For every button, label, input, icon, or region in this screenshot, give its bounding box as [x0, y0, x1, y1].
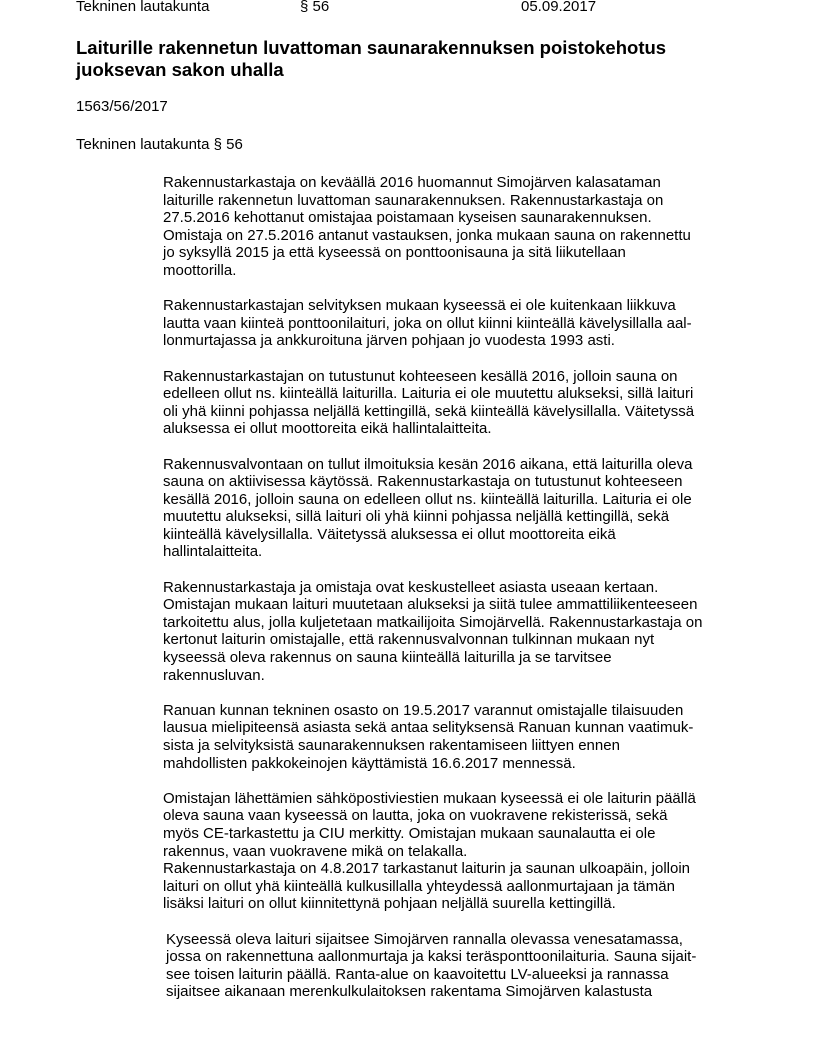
- section-subheading: Tekninen lautakunta § 56: [76, 136, 243, 153]
- header-section: § 56: [300, 0, 330, 15]
- paragraph-9: Kyseessä oleva laituri sijaitsee Simojärven rannalla olevassa venesatamassa, jossa on rakennettuna aallonmurtaja ja kaksi teräsponttoonilaituria. Sauna sijait- see toisen laiturin päällä. Ranta-alue on kaavoitettu LV-alueeksi ja rannassa sijaitsee aikanaan merenkulkulaitoksen rakentama Simojärven kalastusta: [166, 930, 697, 1001]
- header-date: 05.09.2017: [521, 0, 597, 15]
- document-number: 1563/56/2017: [76, 98, 168, 115]
- paragraph-7: Omistajan lähettämien sähköpostiviestien mukaan kyseessä ei ole laiturin päällä oleva sauna vaan kyseessä on lautta, joka on vuokravene rekisterissä, sekä myös CE-tarkastettu ja CIU merkitty. Omistajan mukaan saunalautta ei ole rakennus, vaan vuokravene mikä on telakalla.: [163, 789, 696, 860]
- page-header: [0, 0, 816, 18]
- paragraph-1: Rakennustarkastaja on keväällä 2016 huomannut Simojärven kalasataman laiturille rakennetun luvattoman saunarakennuksen. Rakennustarkastaja on 27.5.2016 kehottanut omistajaa poistamaan kyseisen saunarakennuksen. Omistaja on 27.5.2016 antanut vastauksen, jonka mukaan sauna on rakennettu jo syksyllä 2015 ja että kyseessä on ponttoonisauna ja sitä liikutellaan moottorilla.: [163, 174, 691, 279]
- document-title-text: Laiturille rakennetun luvattoman saunarakennuksen poistokehotus juoksevan sakon uhalla: [76, 37, 667, 80]
- paragraph-8: Rakennustarkastaja on 4.8.2017 tarkastanut laiturin ja saunan ulkoapäin, jolloin laituri on ollut yhä kiinteällä kulkusillalla yhteydessä aallonmurtajaan ja tämän lisäksi laituri on ollut kiinnitettynä pohjaan neljällä suurella kettingillä.: [163, 860, 691, 913]
- paragraph-5: Rakennustarkastaja ja omistaja ovat keskustelleet asiasta useaan kertaan. Omistajan mukaan laituri muutetaan alukseksi ja siitä tulee ammattiliikenteeseen tarkoitettu alus, jolla kuljetetaan matkailijoita Simojärvellä. Rakennustarkastaja on kertonut laiturin omistajalle, että rakennusvalvonnan tulkinnan mukaan nyt kyseessä oleva rakennus on sauna kiinteällä laiturilla ja se tarvitsee rakennusluvan.: [163, 578, 703, 684]
- paragraph-6: Ranuan kunnan tekninen osasto on 19.5.2017 varannut omistajalle tilaisuuden lausua mielipiteensä asiasta sekä antaa selityksensä Ranuan kunnan vaatimuk- sista ja selvityksistä saunarakennuksen rakentamiseen liittyen ennen mahdollisten pakkokeinojen käyttämistä 16.6.2017 mennessä.: [163, 701, 694, 772]
- document-title: [76, 37, 716, 81]
- paragraph-3: Rakennustarkastajan on tutustunut kohteeseen kesällä 2016, jolloin sauna on edelleen ollut ns. kiinteällä laiturilla. Laituria ei ole muutettu alukseksi, sillä laituri oli yhä kiinni pohjassa neljällä kettingillä, sekä kiinteällä kävelysillalla. Väitetyssä aluksessa ei ollut moottoreita eikä hallintalaitteita.: [163, 367, 695, 438]
- paragraph-2: Rakennustarkastajan selvityksen mukaan kyseessä ei ole kuitenkaan liikkuva lautta vaan kiinteä ponttoonilaituri, joka on ollut kiinni kiinteällä kävelysillalla aal- lonmurtajassa ja ankkuroituna järven pohjaan jo vuodesta 1993 asti.: [163, 297, 692, 350]
- header-organization: Tekninen lautakunta: [76, 0, 210, 15]
- paragraph-4: Rakennusvalvontaan on tullut ilmoituksia kesän 2016 aikana, että laiturilla oleva sauna on aktiivisessa käytössä. Rakennustarkastaja on tutustunut kohteeseen kesällä 2016, jolloin sauna on edelleen ollut ns. kiinteällä laiturilla. Laituria ei ole muutettu alukseksi, sillä laituri oli yhä kiinni pohjassa neljällä kettingillä, sekä kiinteällä kävelysillalla. Väitetyssä aluksessa ei ollut moottoreita eikä hallintalaitteita.: [163, 455, 693, 561]
- document-body: [163, 174, 743, 1019]
